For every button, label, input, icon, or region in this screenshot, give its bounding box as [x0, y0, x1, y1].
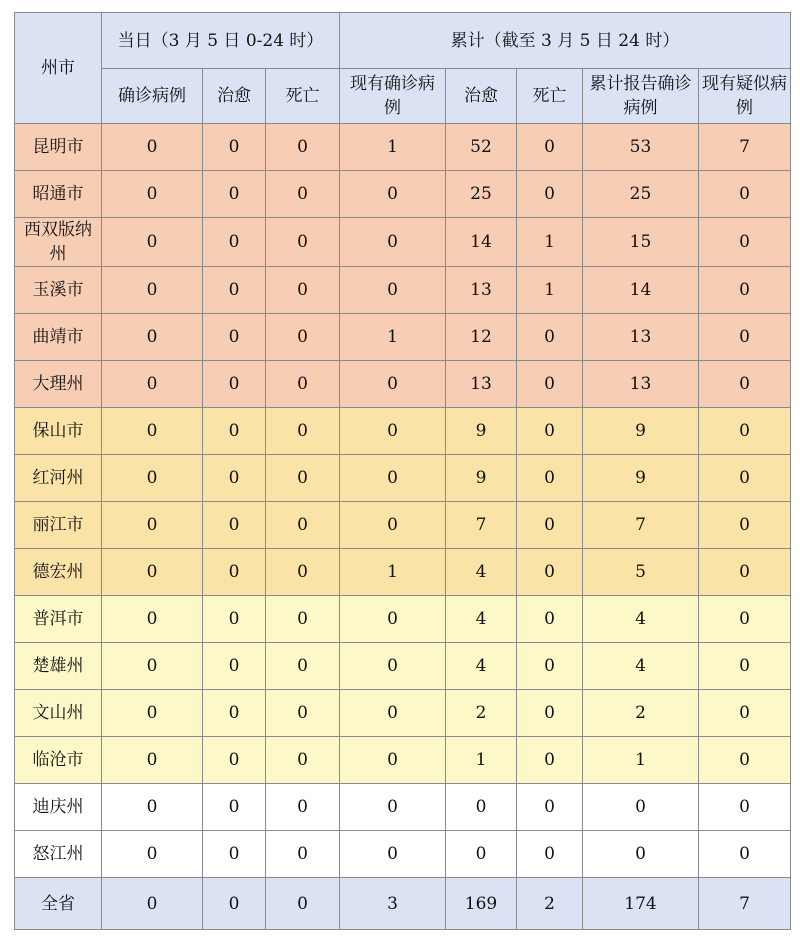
table-row	[15, 502, 791, 549]
value-cell: 1	[583, 737, 699, 784]
value-cell: 0	[340, 361, 446, 408]
value-cell: 0	[203, 455, 266, 502]
value-cell: 13	[583, 314, 699, 361]
value-cell: 0	[340, 267, 446, 314]
value-cell: 0	[340, 643, 446, 690]
value-cell: 0	[266, 361, 340, 408]
city-column-header: 州市	[15, 13, 102, 124]
value-cell: 7	[446, 502, 517, 549]
value-cell: 0	[583, 784, 699, 831]
value-cell: 0	[517, 314, 583, 361]
value-cell: 0	[203, 596, 266, 643]
value-cell: 0	[699, 314, 791, 361]
value-cell: 0	[699, 690, 791, 737]
column-header-total-deaths: 死亡	[517, 69, 583, 124]
value-cell: 1	[446, 737, 517, 784]
value-cell: 0	[102, 124, 203, 171]
value-cell: 0	[266, 218, 340, 267]
value-cell: 0	[446, 784, 517, 831]
value-cell: 0	[266, 314, 340, 361]
value-cell: 0	[699, 361, 791, 408]
table-row	[15, 455, 791, 502]
value-cell: 0	[203, 737, 266, 784]
value-cell: 9	[446, 408, 517, 455]
table-body	[15, 124, 791, 930]
table-row	[15, 124, 791, 171]
total-row	[15, 878, 791, 930]
total-value-cell: 0	[102, 878, 203, 930]
value-cell: 1	[340, 549, 446, 596]
value-cell: 4	[446, 643, 517, 690]
value-cell: 0	[699, 831, 791, 878]
value-cell: 0	[266, 455, 340, 502]
column-header-daily-confirmed: 确诊病例	[102, 69, 203, 124]
value-cell: 0	[102, 314, 203, 361]
value-cell: 0	[517, 408, 583, 455]
value-cell: 0	[266, 502, 340, 549]
value-cell: 15	[583, 218, 699, 267]
table-row	[15, 314, 791, 361]
value-cell: 0	[203, 549, 266, 596]
value-cell: 0	[203, 784, 266, 831]
city-name-cell: 曲靖市	[15, 314, 102, 361]
value-cell: 0	[340, 218, 446, 267]
value-cell: 0	[266, 643, 340, 690]
city-name-cell: 昆明市	[15, 124, 102, 171]
city-name-cell: 迪庆州	[15, 784, 102, 831]
table-row	[15, 549, 791, 596]
daily-group-header: 当日（3 月 5 日 0-24 时）	[102, 13, 340, 69]
value-cell: 1	[340, 124, 446, 171]
value-cell: 0	[517, 831, 583, 878]
total-value-cell: 169	[446, 878, 517, 930]
value-cell: 13	[446, 361, 517, 408]
value-cell: 0	[203, 314, 266, 361]
value-cell: 0	[699, 218, 791, 267]
table-row	[15, 737, 791, 784]
value-cell: 0	[266, 784, 340, 831]
value-cell: 0	[517, 784, 583, 831]
value-cell: 0	[102, 784, 203, 831]
city-name-cell: 怒江州	[15, 831, 102, 878]
value-cell: 0	[203, 361, 266, 408]
value-cell: 0	[102, 218, 203, 267]
value-cell: 7	[699, 124, 791, 171]
table-row	[15, 267, 791, 314]
value-cell: 0	[102, 171, 203, 218]
value-cell: 0	[340, 831, 446, 878]
value-cell: 14	[446, 218, 517, 267]
value-cell: 0	[517, 737, 583, 784]
city-name-cell: 文山州	[15, 690, 102, 737]
column-header-current-suspected: 现有疑似病例	[699, 69, 791, 124]
city-name-cell: 大理州	[15, 361, 102, 408]
city-name-cell: 普洱市	[15, 596, 102, 643]
value-cell: 1	[340, 314, 446, 361]
value-cell: 0	[266, 831, 340, 878]
value-cell: 0	[340, 455, 446, 502]
value-cell: 0	[102, 502, 203, 549]
value-cell: 0	[102, 737, 203, 784]
value-cell: 4	[446, 549, 517, 596]
total-value-cell: 0	[203, 878, 266, 930]
table-row	[15, 831, 791, 878]
city-name-cell: 楚雄州	[15, 643, 102, 690]
value-cell: 0	[203, 124, 266, 171]
value-cell: 0	[699, 267, 791, 314]
column-header-daily-deaths: 死亡	[266, 69, 340, 124]
value-cell: 0	[517, 361, 583, 408]
cumulative-group-header: 累计（截至 3 月 5 日 24 时）	[340, 13, 791, 69]
value-cell: 0	[203, 502, 266, 549]
value-cell: 0	[517, 124, 583, 171]
city-name-cell: 保山市	[15, 408, 102, 455]
value-cell: 0	[102, 690, 203, 737]
value-cell: 0	[699, 596, 791, 643]
value-cell: 2	[446, 690, 517, 737]
value-cell: 2	[583, 690, 699, 737]
value-cell: 0	[102, 267, 203, 314]
value-cell: 0	[340, 171, 446, 218]
value-cell: 0	[517, 549, 583, 596]
value-cell: 0	[203, 408, 266, 455]
value-cell: 0	[699, 502, 791, 549]
value-cell: 0	[266, 596, 340, 643]
value-cell: 4	[446, 596, 517, 643]
total-value-cell: 2	[517, 878, 583, 930]
case-statistics-table	[14, 12, 791, 930]
value-cell: 0	[517, 171, 583, 218]
city-name-cell: 丽江市	[15, 502, 102, 549]
value-cell: 0	[517, 690, 583, 737]
value-cell: 0	[266, 549, 340, 596]
value-cell: 0	[699, 171, 791, 218]
value-cell: 0	[102, 361, 203, 408]
value-cell: 0	[266, 124, 340, 171]
value-cell: 25	[446, 171, 517, 218]
value-cell: 0	[266, 267, 340, 314]
table-row	[15, 596, 791, 643]
value-cell: 0	[102, 549, 203, 596]
value-cell: 0	[699, 643, 791, 690]
column-header-current-confirmed: 现有确诊病例	[340, 69, 446, 124]
value-cell: 13	[583, 361, 699, 408]
value-cell: 0	[340, 502, 446, 549]
value-cell: 0	[340, 784, 446, 831]
value-cell: 0	[699, 549, 791, 596]
value-cell: 0	[446, 831, 517, 878]
city-name-cell: 昭通市	[15, 171, 102, 218]
value-cell: 0	[699, 737, 791, 784]
table-row	[15, 361, 791, 408]
value-cell: 1	[517, 267, 583, 314]
value-cell: 9	[446, 455, 517, 502]
total-value-cell: 7	[699, 878, 791, 930]
city-name-cell: 玉溪市	[15, 267, 102, 314]
table-row	[15, 408, 791, 455]
value-cell: 0	[102, 831, 203, 878]
value-cell: 0	[102, 408, 203, 455]
value-cell: 0	[102, 643, 203, 690]
city-name-cell: 德宏州	[15, 549, 102, 596]
value-cell: 0	[266, 737, 340, 784]
value-cell: 12	[446, 314, 517, 361]
value-cell: 9	[583, 455, 699, 502]
total-label-cell: 全省	[15, 878, 102, 930]
value-cell: 0	[340, 737, 446, 784]
value-cell: 0	[203, 218, 266, 267]
value-cell: 0	[203, 171, 266, 218]
total-value-cell: 174	[583, 878, 699, 930]
value-cell: 0	[203, 267, 266, 314]
total-value-cell: 3	[340, 878, 446, 930]
value-cell: 53	[583, 124, 699, 171]
value-cell: 0	[340, 690, 446, 737]
value-cell: 0	[266, 690, 340, 737]
value-cell: 0	[583, 831, 699, 878]
value-cell: 0	[699, 784, 791, 831]
value-cell: 25	[583, 171, 699, 218]
table-row	[15, 784, 791, 831]
value-cell: 0	[699, 408, 791, 455]
value-cell: 0	[517, 596, 583, 643]
value-cell: 52	[446, 124, 517, 171]
column-header-total-cured: 治愈	[446, 69, 517, 124]
value-cell: 0	[203, 690, 266, 737]
value-cell: 0	[203, 831, 266, 878]
value-cell: 0	[699, 455, 791, 502]
table-row	[15, 218, 791, 267]
value-cell: 0	[102, 455, 203, 502]
column-header-total-confirmed: 累计报告确诊病例	[583, 69, 699, 124]
city-name-cell: 西双版纳州	[15, 218, 102, 267]
value-cell: 7	[583, 502, 699, 549]
city-name-cell: 红河州	[15, 455, 102, 502]
value-cell: 4	[583, 596, 699, 643]
city-name-cell: 临沧市	[15, 737, 102, 784]
value-cell: 9	[583, 408, 699, 455]
value-cell: 0	[266, 408, 340, 455]
value-cell: 1	[517, 218, 583, 267]
value-cell: 0	[340, 408, 446, 455]
table-row	[15, 171, 791, 218]
table-row	[15, 643, 791, 690]
value-cell: 5	[583, 549, 699, 596]
value-cell: 14	[583, 267, 699, 314]
value-cell: 0	[340, 596, 446, 643]
value-cell: 0	[517, 502, 583, 549]
total-value-cell: 0	[266, 878, 340, 930]
value-cell: 0	[517, 455, 583, 502]
value-cell: 0	[203, 643, 266, 690]
value-cell: 0	[266, 171, 340, 218]
value-cell: 0	[517, 643, 583, 690]
value-cell: 13	[446, 267, 517, 314]
value-cell: 0	[102, 596, 203, 643]
column-header-daily-cured: 治愈	[203, 69, 266, 124]
value-cell: 4	[583, 643, 699, 690]
table-row	[15, 690, 791, 737]
